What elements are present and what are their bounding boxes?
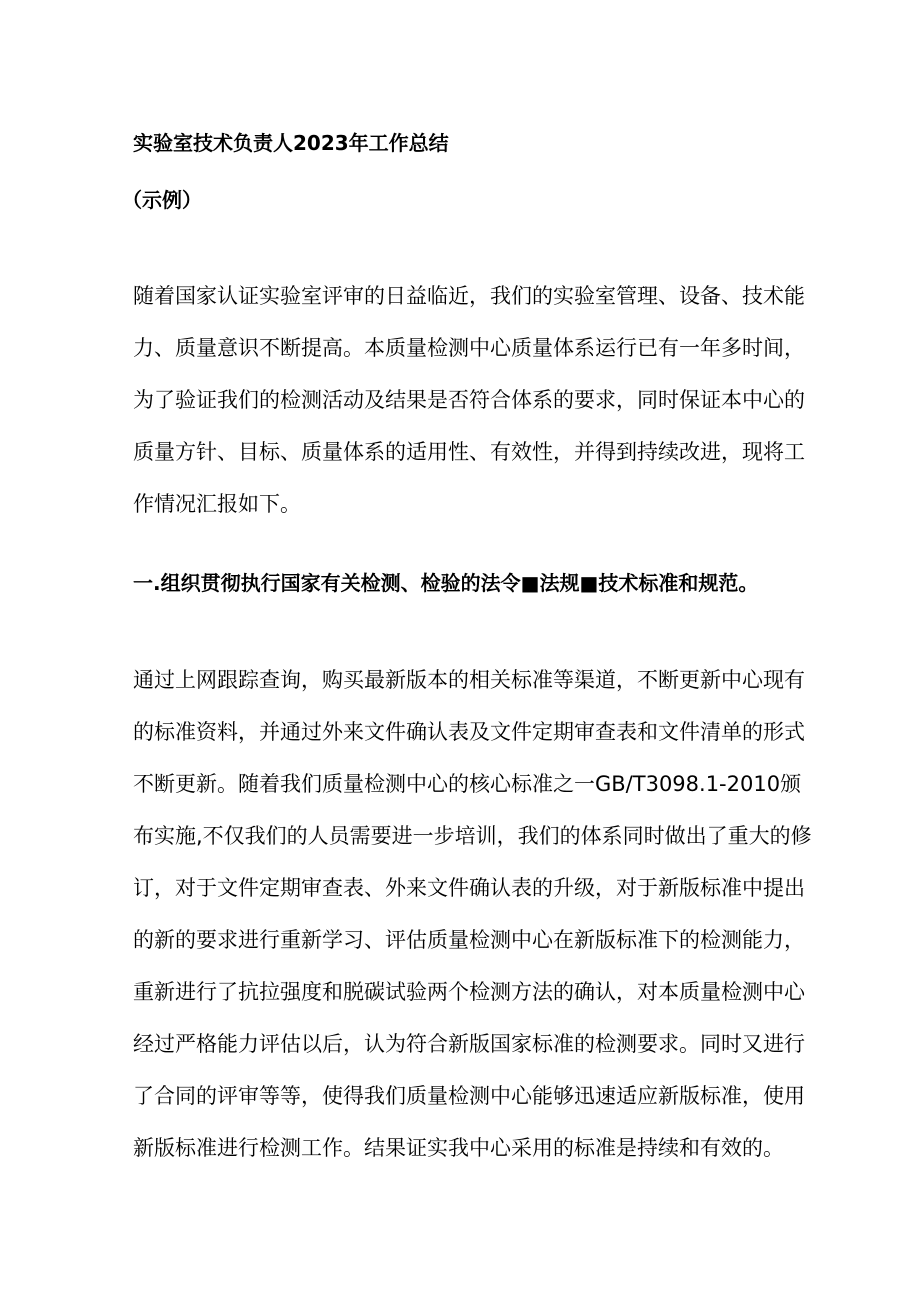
paragraph-line: 不断更新。随着我们质量检测中心的核心标准之一GB/T3098.1-2010颁 (133, 772, 802, 796)
paragraph-line: 布实施,不仅我们的人员需要进一步培训，我们的体系同时做出了重大的修 (133, 824, 812, 848)
section-heading: 一.组织贯彻执行国家有关检测、检验的法令■法规■技术标准和规范。 (133, 571, 759, 595)
paragraph-line: 的新的要求进行重新学习、评估质量检测中心在新版标准下的检测能力， (133, 928, 805, 952)
intro-paragraph (133, 270, 805, 530)
paragraph-line: 通过上网跟踪查询，购买最新版本的相关标准等渠道，不断更新中心现有 (133, 668, 805, 692)
document-subtitle: （示例） (122, 188, 202, 212)
paragraph-line: 经过严格能力评估以后，认为符合新版国家标准的检测要求。同时又进行 (133, 1032, 805, 1056)
paragraph-line: 订，对于文件定期审查表、外来文件确认表的升级，对于新版标准中提出 (133, 876, 805, 900)
paragraph-line: 为了验证我们的检测活动及结果是否符合体系的要求，同时保证本中心的 (133, 388, 805, 412)
section-paragraph (133, 654, 812, 1174)
paragraph-line: 质量方针、目标、质量体系的适用性、有效性，并得到持续改进，现将工 (133, 440, 805, 464)
paragraph-line: 新版标准进行检测工作。结果证实我中心采用的标准是持续和有效的。 (133, 1136, 784, 1160)
paragraph-line: 力、质量意识不断提高。本质量检测中心质量体系运行已有一年多时间， (133, 336, 805, 360)
paragraph-line: 重新进行了抗拉强度和脱碳试验两个检测方法的确认，对本质量检测中心 (133, 980, 805, 1004)
paragraph-line: 随着国家认证实验室评审的日益临近，我们的实验室管理、设备、技术能 (133, 284, 805, 308)
paragraph-line: 的标准资料，并通过外来文件确认表及文件定期审查表和文件清单的形式 (133, 720, 805, 744)
paragraph-line: 了合同的评审等等，使得我们质量检测中心能够迅速适应新版标准，使用 (133, 1084, 805, 1108)
paragraph-line: 作情况汇报如下。 (133, 492, 301, 516)
document-title: 实验室技术负责人2023年工作总结 (133, 131, 449, 155)
